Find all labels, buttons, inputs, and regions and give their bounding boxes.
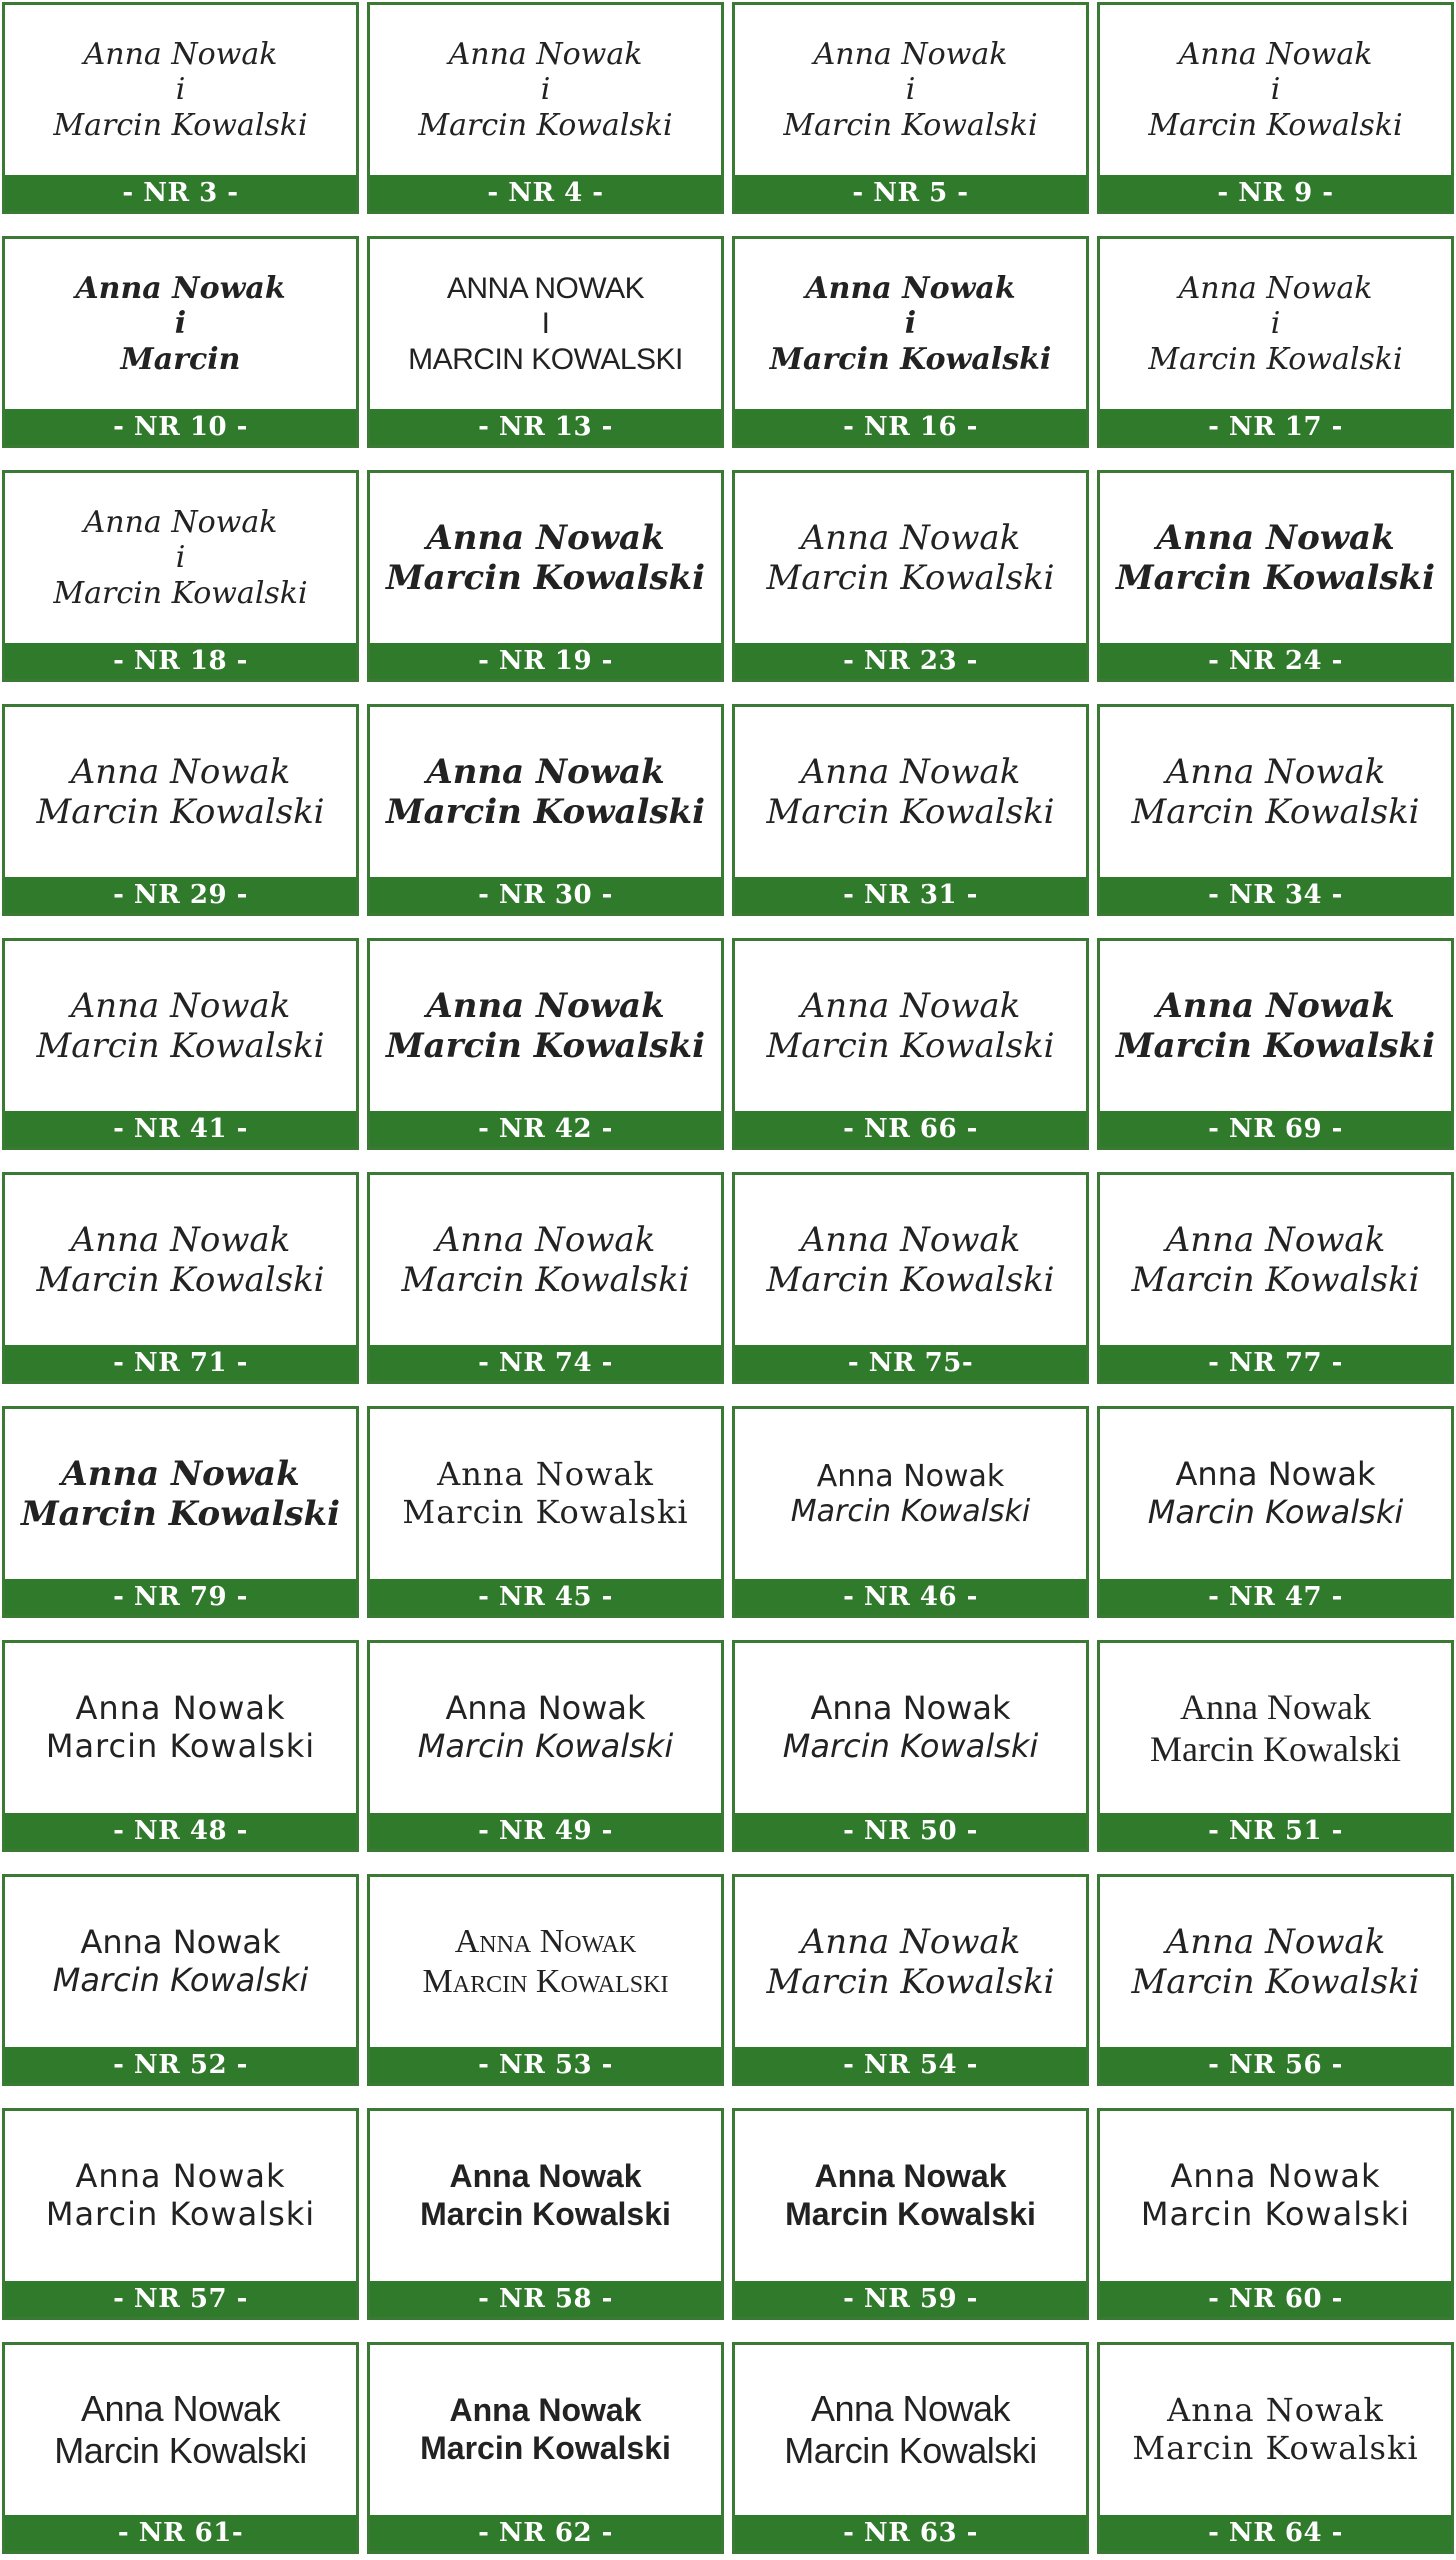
name-line: Anna Nowak <box>1156 985 1395 1026</box>
pattern-number-label: - NR 79 - <box>5 1579 356 1615</box>
pattern-number-label: - NR 57 - <box>5 2281 356 2317</box>
name-line: Anna Nowak <box>1178 270 1373 306</box>
name-line: Marcin Kowalski <box>420 2196 671 2232</box>
name-line: Marcin Kowalski <box>402 1493 689 1531</box>
name-card <box>732 2342 1089 2554</box>
name-line: i <box>1270 306 1281 342</box>
couple-names <box>1100 239 1451 409</box>
name-line: Anna Nowak <box>80 2387 281 2429</box>
name-line: Anna Nowak <box>75 270 286 306</box>
name-card <box>732 938 1089 1150</box>
name-line: Anna Nowak <box>1156 517 1395 558</box>
name-card <box>367 1874 724 2086</box>
name-card <box>1097 2108 1454 2320</box>
couple-names <box>5 2111 356 2281</box>
name-line: Anna Nowak <box>449 2392 642 2429</box>
name-line: Marcin Kowalski <box>784 2430 1037 2471</box>
name-line: Anna Nowak <box>805 270 1016 306</box>
name-card <box>2 1172 359 1384</box>
pattern-number-label: - NR 18 - <box>5 643 356 679</box>
name-line: Marcin Kowalski <box>20 1494 341 1534</box>
couple-names <box>735 1409 1086 1579</box>
name-line: Anna Nowak <box>800 1219 1021 1260</box>
couple-names <box>1100 2111 1451 2281</box>
pattern-number-label: - NR 23 - <box>735 643 1086 679</box>
name-card <box>2 2 359 214</box>
name-line: Marcin Kowalski <box>36 1260 325 1300</box>
pattern-number-label: - NR 71 - <box>5 1345 356 1381</box>
pattern-number-label: - NR 41 - <box>5 1111 356 1147</box>
pattern-number-label: - NR 51 - <box>1100 1813 1451 1849</box>
name-line: Anna Nowak <box>800 985 1021 1026</box>
pattern-number-label: - NR 19 - <box>370 643 721 679</box>
name-line: Marcin Kowalski <box>401 1260 690 1300</box>
name-card <box>1097 2 1454 214</box>
name-line: Marcin Kowalski <box>385 792 706 832</box>
name-line: Anna Nowak <box>426 985 665 1026</box>
name-card <box>732 1406 1089 1618</box>
name-card <box>732 704 1089 916</box>
couple-names <box>5 707 356 877</box>
pattern-number-label: - NR 74 - <box>370 1345 721 1381</box>
name-line: Marcin Kowalski <box>766 558 1055 598</box>
name-line: Marcin Kowalski <box>1131 1962 1420 2002</box>
name-line: Anna Nowak <box>70 751 291 792</box>
pattern-number-label: - NR 16 - <box>735 409 1086 445</box>
name-line: Marcin Kowalski <box>1140 2195 1411 2233</box>
pattern-number-label: - NR 4 - <box>370 175 721 211</box>
name-line: Anna Nowak <box>426 517 665 558</box>
couple-names <box>1100 1643 1451 1813</box>
name-line: Anna Nowak <box>449 2158 642 2195</box>
pattern-number-label: - NR 77 - <box>1100 1345 1451 1381</box>
name-card <box>1097 938 1454 1150</box>
couple-names <box>370 707 721 877</box>
name-card <box>2 938 359 1150</box>
pattern-number-label: - NR 52 - <box>5 2047 356 2083</box>
pattern-number-label: - NR 13 - <box>370 409 721 445</box>
name-line: Anna Nowak <box>437 1455 654 1494</box>
name-line: Anna Nowak <box>810 1689 1011 1728</box>
name-card <box>2 1640 359 1852</box>
pattern-number-label: - NR 62 - <box>370 2515 721 2551</box>
name-line: i <box>175 540 186 576</box>
name-line: i <box>174 306 187 342</box>
pattern-number-label: - NR 29 - <box>5 877 356 913</box>
name-line: i <box>540 72 551 108</box>
name-line: Anna Nowak <box>70 1219 291 1260</box>
name-line: Marcin Kowalski <box>45 1727 316 1765</box>
name-card <box>732 236 1089 448</box>
name-card <box>367 704 724 916</box>
name-line: i <box>1270 72 1281 108</box>
name-line: Marcin Kowalski <box>766 1026 1055 1066</box>
pattern-number-label: - NR 58 - <box>370 2281 721 2317</box>
name-line: Anna Nowak <box>61 1453 300 1494</box>
name-card <box>732 1640 1089 1852</box>
name-line: Anna Nowak <box>1178 36 1373 72</box>
name-line: Marcin Kowalski <box>418 107 673 143</box>
couple-names <box>370 473 721 643</box>
name-card <box>1097 470 1454 682</box>
name-card <box>1097 1406 1454 1618</box>
name-line: Marcin Kowalski <box>417 1727 674 1765</box>
name-card <box>2 1874 359 2086</box>
name-card <box>732 2108 1089 2320</box>
couple-names <box>1100 1175 1451 1345</box>
name-line: Marcin Kowalski <box>53 107 308 143</box>
name-card <box>1097 2342 1454 2554</box>
name-line: Marcin Kowalski <box>766 1962 1055 2002</box>
name-card <box>367 2108 724 2320</box>
couple-names <box>370 941 721 1111</box>
couple-names <box>370 2111 721 2281</box>
name-line: Marcin Kowalski <box>1150 1729 1401 1769</box>
name-line: Marcin Kowalski <box>45 2195 316 2233</box>
name-line: Anna Nowak <box>75 2157 286 2196</box>
name-line: Anna Nowak <box>1165 751 1386 792</box>
name-card <box>732 470 1089 682</box>
name-line: Anna Nowak <box>426 751 665 792</box>
name-line: Marcin Kowalski <box>385 558 706 598</box>
couple-names <box>1100 1409 1451 1579</box>
name-line: Anna Nowak <box>813 36 1008 72</box>
name-line: Marcin Kowalski <box>782 1727 1039 1765</box>
name-line: Anna Nowak <box>83 504 278 540</box>
name-line: Marcin Kowalski <box>422 1963 669 2000</box>
pattern-number-label: - NR 9 - <box>1100 175 1451 211</box>
pattern-number-label: - NR 66 - <box>735 1111 1086 1147</box>
pattern-number-label: - NR 24 - <box>1100 643 1451 679</box>
name-line: ANNA NOWAK <box>446 271 645 305</box>
pattern-number-label: - NR 3 - <box>5 175 356 211</box>
pattern-number-label: - NR 53 - <box>370 2047 721 2083</box>
name-card <box>367 1172 724 1384</box>
name-card <box>1097 704 1454 916</box>
couple-names <box>370 1643 721 1813</box>
pattern-number-label: - NR 54 - <box>735 2047 1086 2083</box>
name-line: Anna Nowak <box>1175 1455 1376 1494</box>
name-line: i <box>175 72 186 108</box>
name-line: Marcin Kowalski <box>1148 341 1403 377</box>
name-line: Anna Nowak <box>800 1921 1021 1962</box>
pattern-number-label: - NR 49 - <box>370 1813 721 1849</box>
pattern-number-label: - NR 48 - <box>5 1813 356 1849</box>
pattern-number-label: - NR 64 - <box>1100 2515 1451 2551</box>
name-card <box>367 470 724 682</box>
name-line: Marcin Kowalski <box>1148 107 1403 143</box>
name-card <box>732 2 1089 214</box>
pattern-number-label: - NR 60 - <box>1100 2281 1451 2317</box>
couple-names <box>735 2111 1086 2281</box>
name-card <box>2 470 359 682</box>
name-line: Marcin Kowalski <box>36 1026 325 1066</box>
name-line: Marcin Kowalski <box>53 575 308 611</box>
couple-names <box>1100 2345 1451 2515</box>
name-card <box>1097 1172 1454 1384</box>
couple-names <box>735 1877 1086 2047</box>
name-line: Marcin Kowalski <box>1147 1493 1404 1531</box>
name-card <box>732 1172 1089 1384</box>
pattern-number-label: - NR 46 - <box>735 1579 1086 1615</box>
pattern-number-label: - NR 59 - <box>735 2281 1086 2317</box>
pattern-number-label: - NR 50 - <box>735 1813 1086 1849</box>
pattern-number-label: - NR 45 - <box>370 1579 721 1615</box>
name-line: Marcin Kowalski <box>385 1026 706 1066</box>
pattern-number-label: - NR 31 - <box>735 877 1086 913</box>
name-line: Marcin Kowalski <box>790 1494 1031 1529</box>
couple-names <box>735 239 1086 409</box>
name-line: MARCIN KOWALSKI <box>408 342 683 376</box>
name-line: Marcin Kowalski <box>1131 792 1420 832</box>
name-line: Anna Nowak <box>448 36 643 72</box>
name-line: Marcin Kowalski <box>783 107 1038 143</box>
name-line: Anna Nowak <box>445 1689 646 1728</box>
name-card <box>367 1406 724 1618</box>
pattern-number-label: - NR 34 - <box>1100 877 1451 913</box>
couple-names <box>735 941 1086 1111</box>
name-line: Marcin Kowalski <box>420 2430 671 2466</box>
name-card <box>732 1874 1089 2086</box>
name-line: Marcin Kowalski <box>769 341 1052 377</box>
couple-names <box>5 2345 356 2515</box>
pattern-number-label: - NR 42 - <box>370 1111 721 1147</box>
couple-names <box>1100 1877 1451 2047</box>
couple-names <box>370 5 721 175</box>
couple-names <box>735 2345 1086 2515</box>
name-line: Anna Nowak <box>1170 2157 1381 2196</box>
name-line: Marcin Kowalski <box>54 2430 307 2471</box>
name-card <box>2 236 359 448</box>
name-line: Anna Nowak <box>454 1922 637 1960</box>
name-card <box>367 2 724 214</box>
name-line: Marcin Kowalski <box>766 792 1055 832</box>
pattern-number-label: - NR 61- <box>5 2515 356 2551</box>
name-line: Marcin Kowalski <box>1115 558 1436 598</box>
name-card <box>2 704 359 916</box>
name-card <box>1097 236 1454 448</box>
couple-names <box>5 1877 356 2047</box>
couple-names <box>1100 5 1451 175</box>
couple-names <box>5 1409 356 1579</box>
pattern-number-label: - NR 30 - <box>370 877 721 913</box>
pattern-number-label: - NR 5 - <box>735 175 1086 211</box>
name-line: Anna Nowak <box>816 1458 1005 1494</box>
name-line: Anna Nowak <box>1165 1921 1386 1962</box>
name-card <box>367 938 724 1150</box>
name-line: Anna Nowak <box>1165 1219 1386 1260</box>
pattern-number-label: - NR 56 - <box>1100 2047 1451 2083</box>
name-line: Marcin Kowalski <box>36 792 325 832</box>
couple-names <box>370 1175 721 1345</box>
name-line: Marcin Kowalski <box>1132 2429 1419 2467</box>
pattern-number-label: - NR 69 - <box>1100 1111 1451 1147</box>
name-line: Anna Nowak <box>1167 2391 1384 2430</box>
pattern-number-label: - NR 75- <box>735 1345 1086 1381</box>
couple-names <box>370 2345 721 2515</box>
pattern-number-label: - NR 10 - <box>5 409 356 445</box>
name-line: Marcin Kowalski <box>52 1961 309 1999</box>
name-line: I <box>541 307 550 341</box>
name-card <box>367 236 724 448</box>
name-line: Anna Nowak <box>83 36 278 72</box>
name-line: Anna Nowak <box>814 2158 1007 2195</box>
name-line: Anna Nowak <box>800 751 1021 792</box>
name-card <box>1097 1640 1454 1852</box>
name-card <box>1097 1874 1454 2086</box>
name-line: Anna Nowak <box>70 985 291 1026</box>
pattern-number-label: - NR 63 - <box>735 2515 1086 2551</box>
name-line: Anna Nowak <box>1180 1686 1371 1727</box>
couple-names <box>5 1643 356 1813</box>
pattern-number-label: - NR 47 - <box>1100 1579 1451 1615</box>
couple-names <box>1100 473 1451 643</box>
name-card <box>367 1640 724 1852</box>
pattern-number-label: - NR 17 - <box>1100 409 1451 445</box>
name-line: Anna Nowak <box>80 1923 281 1962</box>
name-card <box>2 1406 359 1618</box>
name-line: i <box>904 306 917 342</box>
couple-names <box>370 1877 721 2047</box>
name-card <box>367 2342 724 2554</box>
name-line: i <box>905 72 916 108</box>
name-line: Marcin <box>120 341 241 377</box>
name-line: Anna Nowak <box>800 517 1021 558</box>
couple-names <box>1100 941 1451 1111</box>
couple-names <box>5 5 356 175</box>
couple-names <box>370 239 721 409</box>
couple-names <box>5 941 356 1111</box>
couple-names <box>735 473 1086 643</box>
couple-names <box>5 1175 356 1345</box>
couple-names <box>735 5 1086 175</box>
couple-names <box>735 1175 1086 1345</box>
couple-names <box>370 1409 721 1579</box>
name-line: Marcin Kowalski <box>1115 1026 1436 1066</box>
couple-names <box>5 239 356 409</box>
couple-names <box>5 473 356 643</box>
name-card <box>2 2342 359 2554</box>
couple-names <box>1100 707 1451 877</box>
name-line: Marcin Kowalski <box>766 1260 1055 1300</box>
name-line: Marcin Kowalski <box>1131 1260 1420 1300</box>
name-line: Anna Nowak <box>810 2387 1011 2429</box>
name-line: Anna Nowak <box>75 1689 286 1728</box>
name-line: Anna Nowak <box>435 1219 656 1260</box>
name-card <box>2 2108 359 2320</box>
couple-names <box>735 707 1086 877</box>
couple-names <box>735 1643 1086 1813</box>
name-line: Marcin Kowalski <box>785 2196 1036 2232</box>
